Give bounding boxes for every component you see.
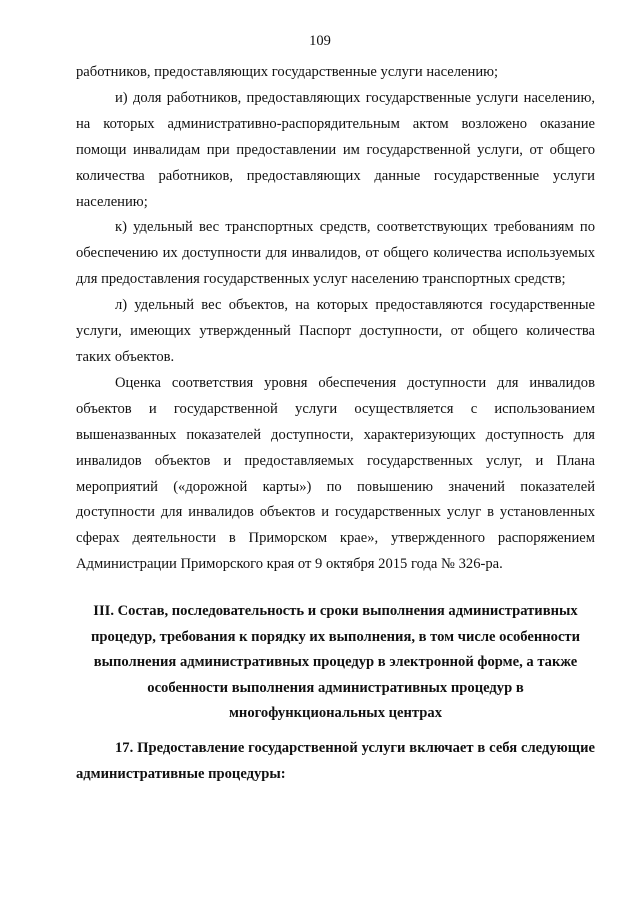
document-body [76, 60, 595, 787]
paragraph-item-l: л) удельный вес объектов, на которых предоставляются государственные услуги, имеющих утвержденный Паспорт доступности, от общего количества таких объектов. [76, 297, 595, 365]
paragraph-continuation: работников, предоставляющих государственные услуги населению; [76, 64, 499, 80]
paragraph-assessment: Оценка соответствия уровня обеспечения доступности для инвалидов объектов и государственной услуги осуществляется с использованием вышеназванных показателей доступности, характеризующих доступность для инвалидов объектов и предоставляемых государственных услуг, и Плана мероприятий («дорожной карты») по повышению значений показателей доступности для инвалидов объектов и государственных услуг в установленных сферах деятельности в Приморском крае», утвержденного распоряжением Администрации Приморского края от 9 октября 2015 года № 326-ра. [76, 374, 595, 573]
paragraph-item-i: и) доля работников, предоставляющих государственные услуги населению, на которых административно-распорядительным актом возложено оказание помощи инвалидам при предоставлении им государственной услуги, от общего количества работников, предоставляющих данные государственные услуги населению; [76, 89, 595, 210]
paragraph-item-k: к) удельный вес транспортных средств, соответствующих требованиям по обеспечению их доступности для инвалидов, от общего количества используемых для предоставления государственных услуг населению транспортных средств; [76, 219, 595, 288]
page-number: 109 [309, 33, 331, 49]
section-heading: III. Состав, последовательность и сроки выполнения административных процедур, требования к порядку их выполнения, в том числе особенности выполнения административных процедур в электронной форме, а также особенности выполнения административных процедур в многофункциональных центрах [90, 603, 581, 722]
paragraph-17: 17. Предоставление государственной услуги включает в себя следующие административные процедуры: [76, 739, 595, 782]
